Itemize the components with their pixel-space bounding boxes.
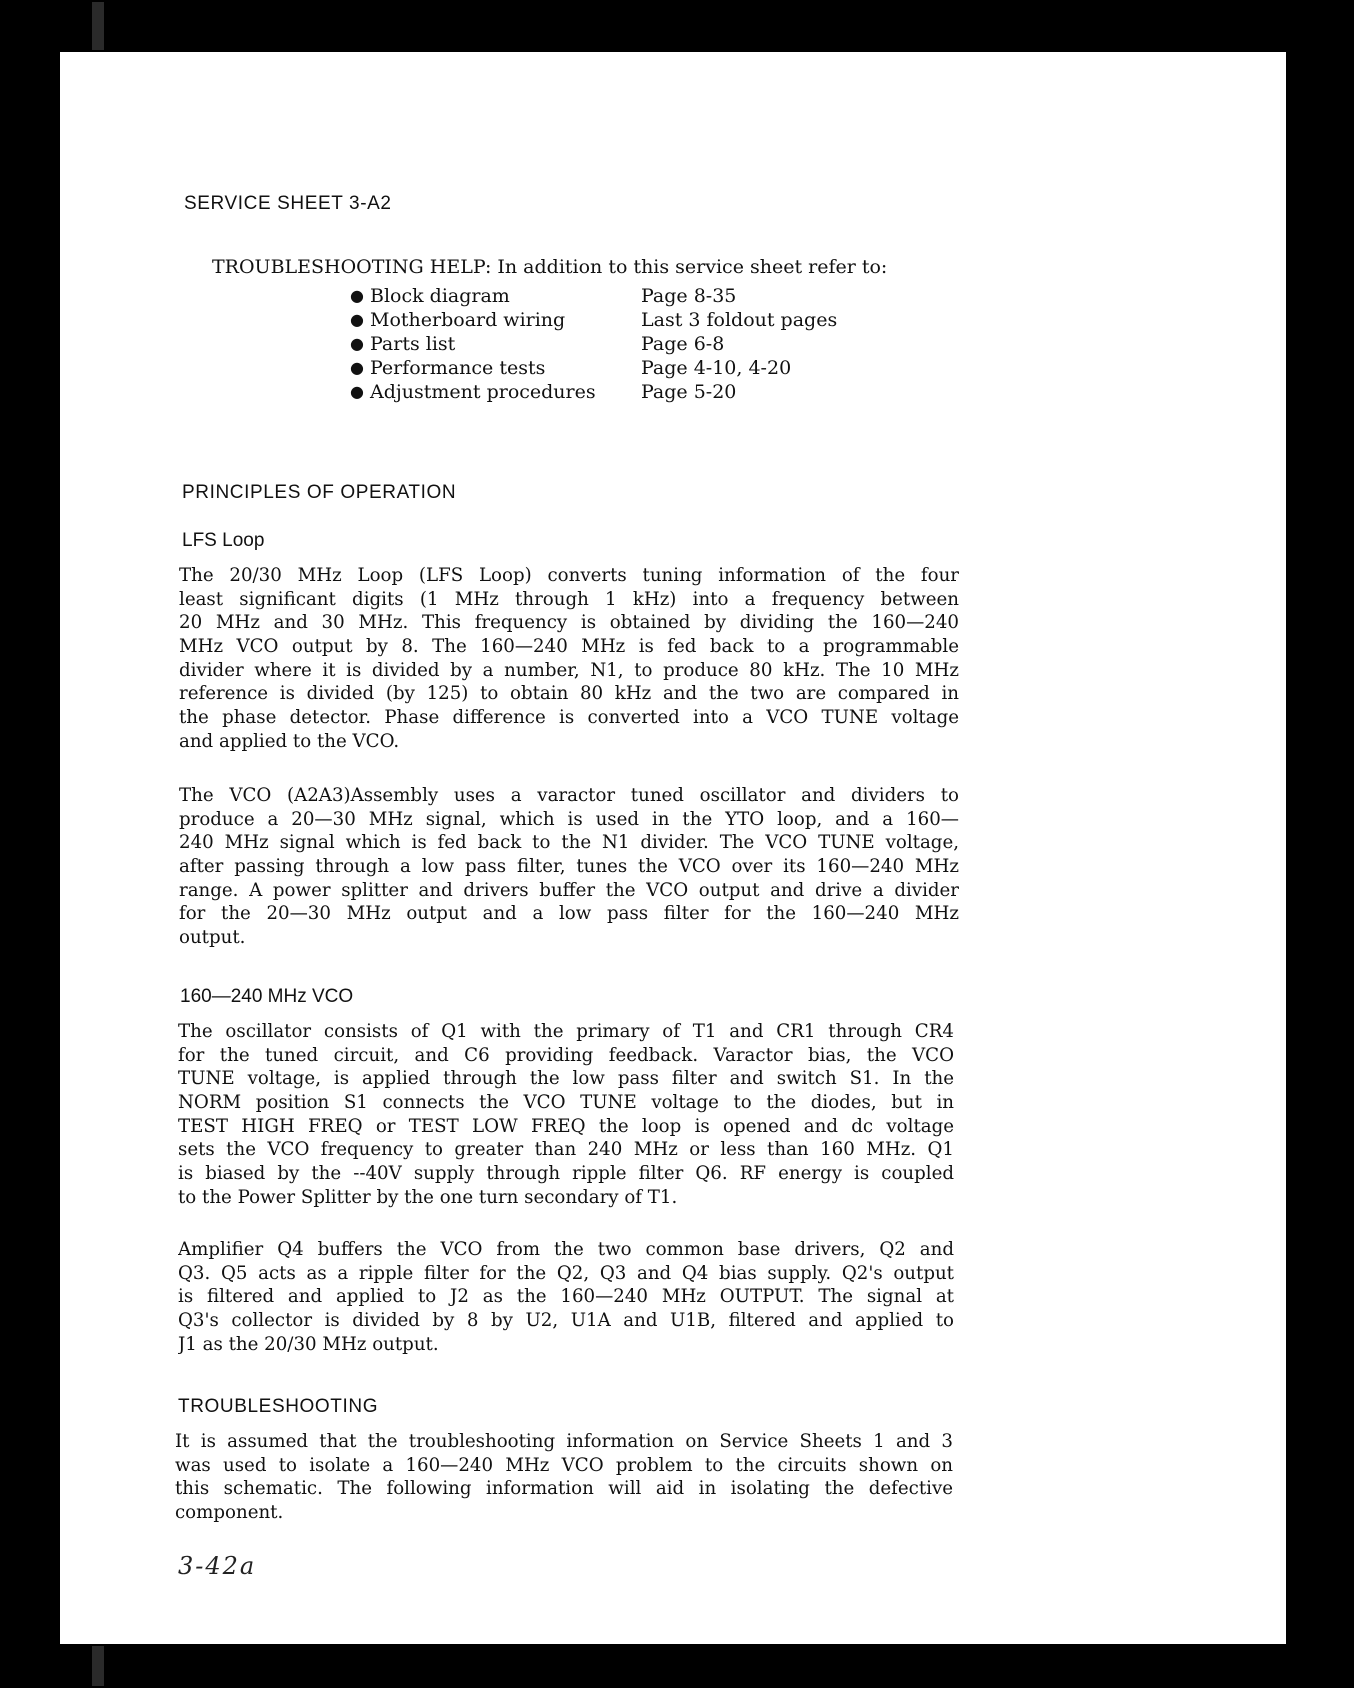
vco-paragraph-1 <box>178 1020 954 1210</box>
paragraph-line: the phase detector. Phase difference is converted into a VCO TUNE voltage <box>179 707 959 729</box>
lfs-loop-paragraph-2 <box>179 784 959 950</box>
paragraph-line: after passing through a low pass filter, tunes the VCO over its 160—240 MHz <box>179 856 959 878</box>
paragraph-line: this schematic. The following information will aid in isolating the defective <box>175 1478 953 1500</box>
paragraph-line: Q3. Q5 acts as a ripple filter for the Q2, Q3 and Q4 bias supply. Q2's output <box>178 1262 954 1284</box>
paragraph-line: produce a 20—30 MHz signal, which is used in the YTO loop, and a 160— <box>179 808 959 830</box>
bullet-icon: ● <box>350 310 364 329</box>
vco-paragraph-2 <box>178 1238 954 1356</box>
troubleshooting-help-intro: TROUBLESHOOTING HELP: In addition to this service sheet refer to: <box>212 256 888 278</box>
paragraph-line: 240 MHz signal which is fed back to the N1 divider. The VCO TUNE voltage, <box>179 832 959 854</box>
bullet-icon: ● <box>350 358 364 377</box>
paragraph-line: sets the VCO frequency to greater than 240 MHz or less than 160 MHz. Q1 <box>178 1139 954 1161</box>
principles-heading: PRINCIPLES OF OPERATION <box>182 482 457 503</box>
reference-label: Block diagram <box>370 285 510 307</box>
service-sheet-title: SERVICE SHEET 3-A2 <box>184 193 392 214</box>
paragraph-line: range. A power splitter and drivers buffer the VCO output and drive a divider <box>179 879 959 901</box>
paragraph-line: The oscillator consists of Q1 with the primary of T1 and CR1 through CR4 <box>178 1021 954 1042</box>
bullet-icon: ● <box>350 334 364 353</box>
paragraph-line: to the Power Splitter by the one turn secondary of T1. <box>178 1186 678 1208</box>
paragraph-line: TUNE voltage, is applied through the low pass filter and switch S1. In the <box>178 1068 954 1090</box>
scan-edge-mark-top <box>92 2 104 50</box>
troubleshooting-paragraph <box>175 1430 953 1525</box>
bullet-icon: ● <box>350 382 364 401</box>
reference-page: Page 6-8 <box>641 333 725 355</box>
paragraph-line: reference is divided (by 125) to obtain 80 kHz and the two are compared in <box>179 683 959 705</box>
paragraph-line: NORM position S1 connects the VCO TUNE voltage to the diodes, but in <box>178 1092 954 1114</box>
paragraph-line: Amplifier Q4 buffers the VCO from the two common base drivers, Q2 and <box>178 1239 954 1260</box>
paragraph-line: 20 MHz and 30 MHz. This frequency is obtained by dividing the 160—240 <box>179 612 959 634</box>
paragraph-line: divider where it is divided by a number, N1, to produce 80 kHz. The 10 MHz <box>179 659 959 681</box>
paragraph-line: It is assumed that the troubleshooting information on Service Sheets 1 and 3 <box>175 1431 953 1452</box>
paragraph-line: is biased by the --40V supply through ripple filter Q6. RF energy is coupled <box>178 1163 954 1185</box>
reference-page: Page 4-10, 4-20 <box>641 357 792 379</box>
troubleshooting-heading: TROUBLESHOOTING <box>178 1396 379 1417</box>
reference-page: Page 8-35 <box>641 285 737 307</box>
page-content <box>60 52 1286 1644</box>
reference-label: Parts list <box>370 333 456 355</box>
document-page <box>60 52 1286 1644</box>
vco-heading: 160—240 MHz VCO <box>180 986 354 1007</box>
reference-label: Performance tests <box>370 357 546 379</box>
paragraph-line: The 20/30 MHz Loop (LFS Loop) converts tuning information of the four <box>179 565 959 586</box>
paragraph-line: Q3's collector is divided by 8 by U2, U1A and U1B, filtered and applied to <box>178 1310 954 1332</box>
paragraph-line: component. <box>175 1502 284 1524</box>
paragraph-line: J1 as the 20/30 MHz output. <box>178 1333 439 1355</box>
reference-label: Motherboard wiring <box>370 309 566 331</box>
lfs-loop-paragraph-1 <box>179 564 959 754</box>
paragraph-line: The VCO (A2A3)Assembly uses a varactor tuned oscillator and dividers to <box>179 785 959 806</box>
reference-page: Last 3 foldout pages <box>641 309 838 331</box>
paragraph-line: and applied to the VCO. <box>179 730 400 752</box>
reference-page: Page 5-20 <box>641 381 737 403</box>
reference-label: Adjustment procedures <box>370 381 596 403</box>
bullet-icon: ● <box>350 286 364 305</box>
paragraph-line: is filtered and applied to J2 as the 160—240 MHz OUTPUT. The signal at <box>178 1286 954 1308</box>
paragraph-line: for the 20—30 MHz output and a low pass filter for the 160—240 MHz <box>179 903 959 925</box>
scan-edge-mark-bottom <box>92 1646 104 1686</box>
lfs-loop-heading: LFS Loop <box>182 530 265 551</box>
paragraph-line: MHz VCO output by 8. The 160—240 MHz is fed back to a programmable <box>179 636 959 658</box>
paragraph-line: for the tuned circuit, and C6 providing feedback. Varactor bias, the VCO <box>178 1044 954 1066</box>
paragraph-line: TEST HIGH FREQ or TEST LOW FREQ the loop is opened and dc voltage <box>178 1115 954 1137</box>
paragraph-line: least significant digits (1 MHz through 1 kHz) into a frequency between <box>179 588 959 610</box>
paragraph-line: was used to isolate a 160—240 MHz VCO problem to the circuits shown on <box>175 1454 953 1476</box>
handwritten-page-number: 3-42a <box>178 1552 257 1580</box>
paragraph-line: output. <box>179 927 246 949</box>
